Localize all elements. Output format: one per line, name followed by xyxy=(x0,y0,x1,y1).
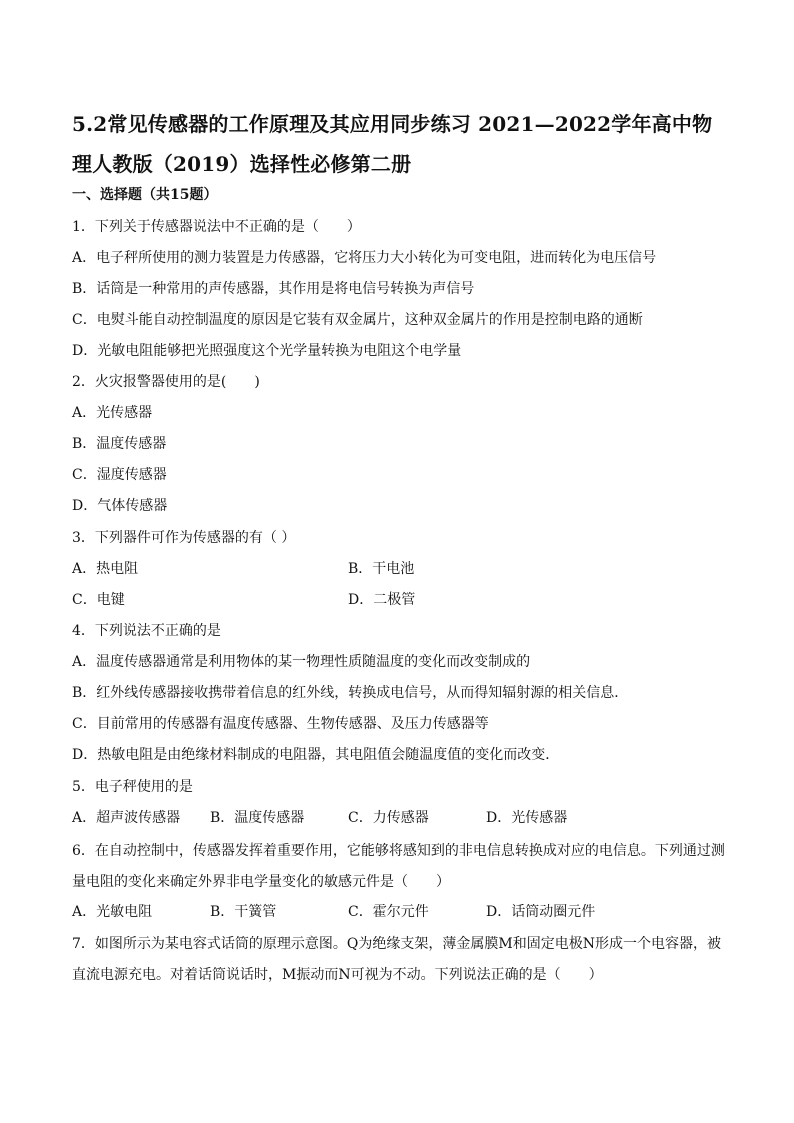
question-4-option-b: B．红外线传感器接收携带着信息的红外线，转换成电信号，从而得知辐射源的相关信息． xyxy=(72,685,629,701)
question-3-stem: 3．下列器件可作为传感器的有（ ） xyxy=(72,530,296,546)
question-6-option-d: D．话筒动圈元件 xyxy=(486,904,596,920)
question-5-option-c: C．力传感器 xyxy=(348,810,429,826)
question-5-option-d: D．光传感器 xyxy=(486,810,568,826)
question-3-option-d: D．二极管 xyxy=(348,592,416,608)
question-1-option-a: A．电子秤所使用的测力装置是力传感器，它将压力大小转化为可变电阻，进而转化为电压信号 xyxy=(72,250,657,266)
question-6-stem: 6．在自动控制中，传感器发挥着重要作用，它能够将感知到的非电信息转换成对应的电信息。下列通过测量电阻的变化来确定外界非电学量变化的敏感元件是（ ） xyxy=(72,843,725,890)
question-5-option-a: A．超声波传感器 xyxy=(72,810,181,826)
question-5-option-b: B．温度传感器 xyxy=(210,810,305,826)
question-4-stem: 4．下列说法不正确的是 xyxy=(72,623,221,639)
question-5-options xyxy=(72,807,692,829)
question-2-stem: 2．火灾报警器使用的是( ) xyxy=(72,374,260,390)
question-2-option-a: A．光传感器 xyxy=(72,405,153,421)
question-3-option-c: C．电键 xyxy=(72,592,125,608)
question-2-option-d: D．气体传感器 xyxy=(72,498,168,514)
document-title: 5.2常见传感器的工作原理及其应用同步练习 2021—2022学年高中物理人教版（2019）选择性必修第二册 xyxy=(72,112,713,176)
question-3-options-row-2 xyxy=(72,589,672,611)
question-2-option-c: C．湿度传感器 xyxy=(72,467,167,483)
question-3-option-a: A．热电阻 xyxy=(72,561,139,577)
question-6-options xyxy=(72,901,692,923)
section-heading: 一、选择题（共15题） xyxy=(72,187,218,203)
question-6-option-c: C．霍尔元件 xyxy=(348,904,429,920)
question-4-option-c: C．目前常用的传感器有温度传感器、生物传感器、及压力传感器等 xyxy=(72,716,489,732)
question-6-option-b: B．干簧管 xyxy=(210,904,277,920)
question-3-option-b: B．干电池 xyxy=(348,561,415,577)
question-1-stem: 1．下列关于传感器说法中不正确的是（ ） xyxy=(72,219,361,235)
question-1-option-c: C．电熨斗能自动控制温度的原因是它装有双金属片，这种双金属片的作用是控制电路的通断 xyxy=(72,312,643,328)
question-7-stem: 7．如图所示为某电容式话筒的原理示意图。Q为绝缘支架，薄金属膜M和固定电极N形成一个电容器，被直流电源充电。对着话筒说话时，M振动而N可视为不动。下列说法正确的是（ ） xyxy=(72,936,721,983)
question-1-option-b: B．话筒是一种常用的声传感器，其作用是将电信号转换为声信号 xyxy=(72,281,475,297)
question-3-options-row-1 xyxy=(72,558,672,580)
question-4-option-a: A．温度传感器通常是利用物体的某一物理性质随温度的变化而改变制成的 xyxy=(72,654,531,670)
question-2-option-b: B．温度传感器 xyxy=(72,436,167,452)
question-4-option-d: D．热敏电阻是由绝缘材料制成的电阻器，其电阻值会随温度值的变化而改变． xyxy=(72,747,560,763)
question-1-option-d: D．光敏电阻能够把光照强度这个光学量转换为电阻这个电学量 xyxy=(72,343,462,359)
question-5-stem: 5．电子秤使用的是 xyxy=(72,779,193,795)
question-6-option-a: A．光敏电阻 xyxy=(72,904,153,920)
